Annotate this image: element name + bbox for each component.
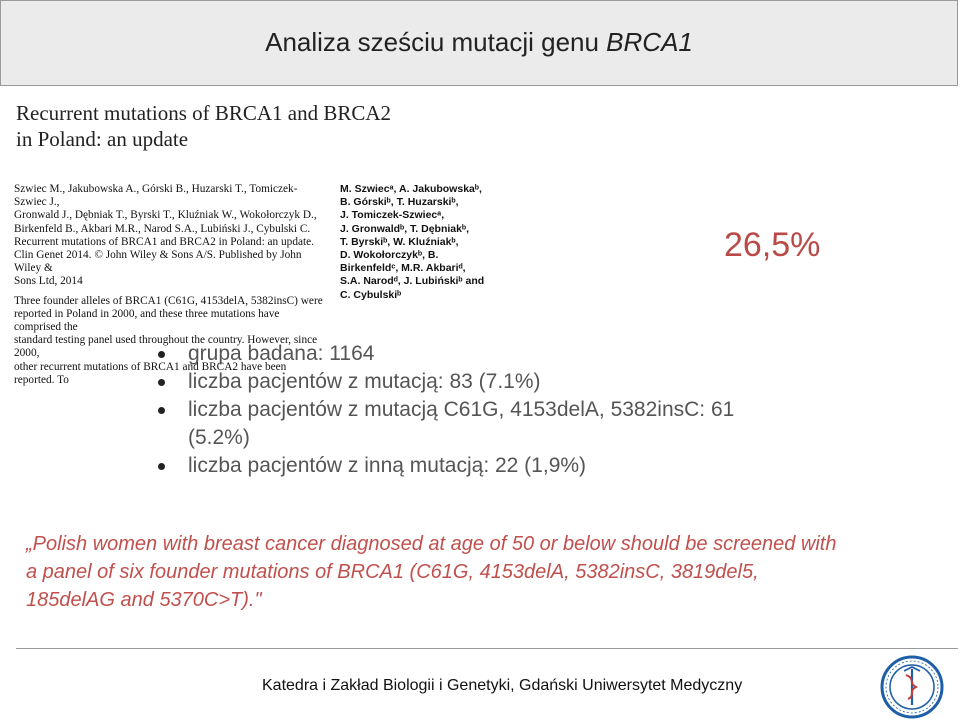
- author-line: M. Szwiecᵃ, A. Jakubowskaᵇ,: [340, 183, 482, 195]
- slide-title-bar: [0, 0, 958, 86]
- author-line: D. Wokołorczykᵇ, B.: [340, 249, 439, 262]
- citation-line: Birkenfeld B., Akbari M.R., Narod S.A., Lubiński J., Cybulski C.: [14, 222, 311, 235]
- bullet-item: [158, 396, 838, 452]
- bullet-dot-icon: [158, 407, 165, 414]
- paper-authors-column: [340, 183, 500, 302]
- slide-title: [1, 27, 957, 58]
- paper-heading-line: Recurrent mutations of BRCA1 and BRCA2: [16, 101, 392, 125]
- quote-line: „Polish women with breast cancer diagnosed at age of 50 or below should be screened with: [26, 533, 837, 555]
- abstract-line: Three founder alleles of BRCA1 (C61G, 4153delA, 5382insC) were: [14, 294, 323, 307]
- slide-title-gene: BRCA1: [606, 27, 693, 57]
- author-line: B. Górskiᵇ, T. Huzarskiᵇ,: [340, 196, 459, 209]
- abstract-line: other recurrent mutations of BRCA1 and BRCA2 have been reported. To: [14, 360, 287, 386]
- bullet-text: liczba pacjentów z inną mutacją: 22 (1,9%): [188, 454, 587, 477]
- bullet-dot-icon: [158, 463, 165, 470]
- author-line: T. Byrskiᵇ, W. Kluźniakᵇ,: [340, 235, 459, 248]
- abstract-line: standard testing panel used throughout the country. However, since 2000,: [14, 334, 318, 360]
- recommendation-quote: [26, 530, 946, 614]
- citation-line: Clin Genet 2014. © John Wiley & Sons A/S. Published by John Wiley &: [14, 249, 302, 275]
- slide-title-text: Analiza sześciu mutacji genu: [265, 27, 607, 57]
- bullet-item: [158, 340, 838, 368]
- stats-bullet-list: [158, 340, 838, 480]
- bullet-text: (5.2%): [188, 426, 250, 449]
- university-seal-logo: [880, 655, 944, 719]
- author-line: C. Cybulskiᵇ: [340, 288, 402, 301]
- bullet-dot-icon: [158, 351, 165, 358]
- author-line: J. Gronwaldᵇ, T. Dębniakᵇ,: [340, 222, 469, 235]
- paper-heading: [16, 100, 391, 152]
- bullet-text: liczba pacjentów z mutacją: 83 (7.1%): [188, 370, 541, 393]
- quote-line: 185delAG and 5370C>T).": [26, 589, 262, 611]
- paper-heading-line: in Poland: an update: [16, 127, 189, 151]
- highlight-percentage: 26,5%: [724, 226, 821, 264]
- bullet-text: liczba pacjentów z mutacją C61G, 4153delA, 5382insC: 61: [188, 398, 735, 421]
- citation-line: Sons Ltd, 2014: [14, 275, 83, 288]
- citation-line: Szwiec M., Jakubowska A., Górski B., Huzarski T., Tomiczek-Szwiec J.,: [14, 183, 298, 209]
- bullet-item: [158, 452, 838, 480]
- footer-institution: Katedra i Zakład Biologii i Genetyki, Gdański Uniwersytet Medyczny: [262, 677, 743, 694]
- citation-line: Recurrent mutations of BRCA1 and BRCA2 in Poland: an update.: [14, 235, 314, 248]
- author-line: Birkenfeldᶜ, M.R. Akbariᵈ,: [340, 262, 466, 275]
- bullet-item: [158, 368, 838, 396]
- quote-line: a panel of six founder mutations of BRCA1 (C61G, 4153delA, 5382insC, 3819del5,: [26, 561, 759, 583]
- author-line: J. Tomiczek-Szwiecᵃ,: [340, 209, 445, 222]
- footer-divider: [16, 648, 958, 649]
- abstract-line: reported in Poland in 2000, and these three mutations have comprised the: [14, 307, 280, 334]
- bullet-dot-icon: [158, 379, 165, 386]
- author-line: S.A. Narodᵈ, J. Lubińskiᵇ and: [340, 275, 485, 288]
- citation-line: Gronwald J., Dębniak T., Byrski T., Kluźniak W., Wokołorczyk D.,: [14, 209, 317, 222]
- bullet-text: grupa badana: 1164: [188, 342, 375, 365]
